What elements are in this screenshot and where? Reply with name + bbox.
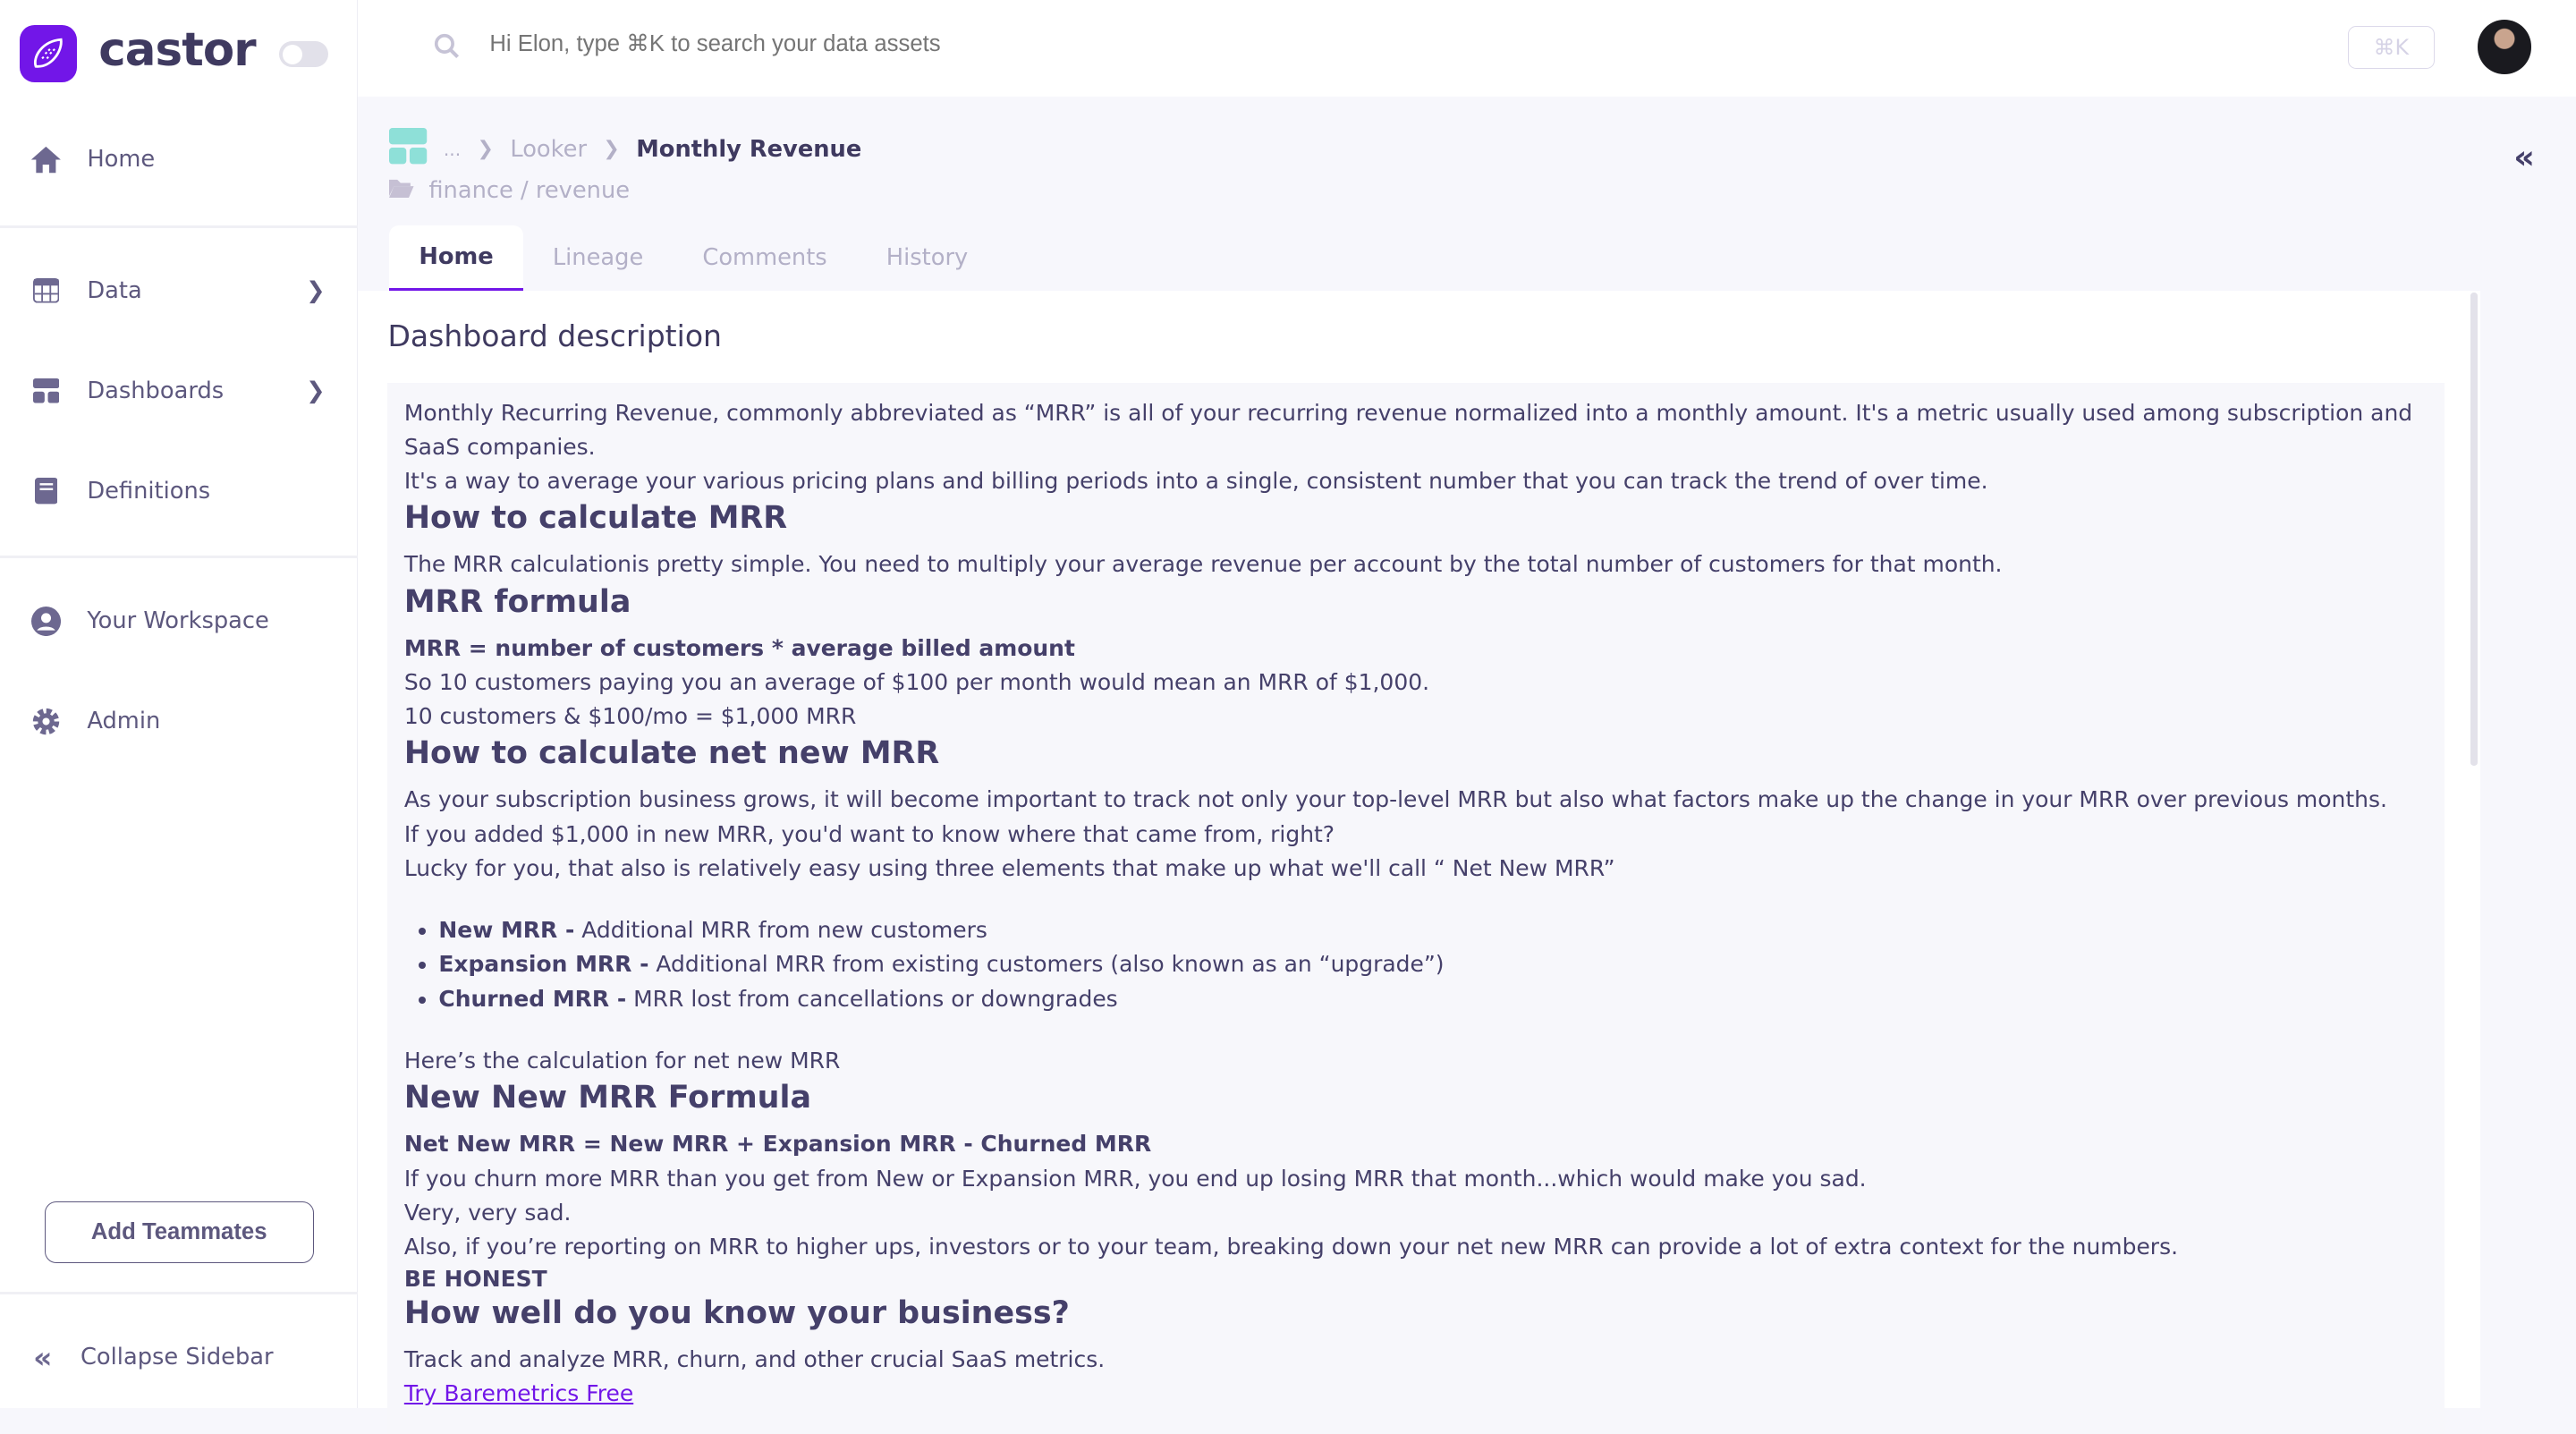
paragraph: Also, if you’re reporting on MRR to higher ups, investors or to your team, breaking down your net new MRR can provide a lot of extra context for the numbers. xyxy=(403,1233,2179,1260)
sidebar-item-label: Your Workspace xyxy=(87,607,269,635)
paragraph: Here’s the calculation for net new MRR xyxy=(403,1048,841,1073)
sidebar-item-label: Data xyxy=(87,277,142,305)
looker-dashboard-icon xyxy=(389,128,427,170)
search-icon xyxy=(434,33,460,65)
collapse-sidebar-button[interactable] xyxy=(0,1324,358,1389)
table-icon xyxy=(30,276,63,306)
tab-comments[interactable]: Comments xyxy=(702,244,827,272)
sidebar-item-label: Definitions xyxy=(87,478,211,505)
paragraph: Very, very sad. xyxy=(403,1199,572,1226)
paragraph: The MRR calculationis pretty simple. You need to multiply your average revenue per account by the total number of customers for that month. xyxy=(403,551,2003,578)
dashboard-icon xyxy=(30,377,63,406)
topbar xyxy=(358,0,2576,97)
paragraph: If you added $1,000 in new MRR, you'd want to know where that came from, right? xyxy=(403,820,1335,847)
sidebar-item-label: Admin xyxy=(87,708,161,735)
sidebar-item-data[interactable] xyxy=(0,258,358,323)
theme-toggle[interactable] xyxy=(279,41,328,67)
home-icon xyxy=(30,145,63,174)
list-item: • New MRR - Additional MRR from new customers xyxy=(438,913,2428,947)
dashboard-description xyxy=(387,383,2445,1434)
breadcrumb-looker[interactable]: Looker xyxy=(510,135,588,163)
breadcrumb xyxy=(389,128,861,170)
folder-path-text[interactable]: finance / revenue xyxy=(428,177,631,205)
chevron-right-icon: ❯ xyxy=(306,378,326,405)
folder-icon xyxy=(389,177,414,204)
paragraph: As your subscription business grows, it will become important to track not only your top-level MRR but also what factors make up the change in your MRR over previous months. xyxy=(403,786,2387,813)
search-input[interactable] xyxy=(487,30,1308,59)
divider xyxy=(0,225,358,229)
paragraph: It's a way to average your various pricing plans and billing periods into a single, consistent number that you can track the trend of over time. xyxy=(403,468,1988,495)
avatar[interactable] xyxy=(2478,20,2532,74)
divider xyxy=(0,556,358,559)
collapse-sidebar-label: Collapse Sidebar xyxy=(80,1344,274,1371)
scrollbar[interactable] xyxy=(2470,293,2477,766)
sidebar-item-home[interactable] xyxy=(0,126,358,191)
chevrons-left-icon: « xyxy=(33,1339,53,1375)
sidebar-item-your-workspace[interactable] xyxy=(0,589,358,654)
list-item: • Expansion MRR - Additional MRR from existing customers (also known as an “upgrade”) xyxy=(438,947,2428,981)
heading: MRR formula xyxy=(403,583,631,620)
tab-lineage[interactable]: Lineage xyxy=(552,244,644,272)
heading: How to calculate MRR xyxy=(403,500,788,537)
sidebar-item-label: Dashboards xyxy=(87,378,225,405)
tab-home[interactable]: Home xyxy=(389,225,522,291)
heading: How to calculate net new MRR xyxy=(403,735,940,772)
page-title: Dashboard description xyxy=(387,318,722,354)
brand-name: castor xyxy=(98,22,256,77)
paragraph: If you churn more MRR than you get from New or Expansion MRR, you end up losing MRR that month...which would make you sad. xyxy=(403,1165,1867,1192)
tabs xyxy=(389,225,997,291)
breadcrumb-ellipsis[interactable]: ... xyxy=(443,138,462,160)
sidebar-item-dashboards[interactable] xyxy=(0,358,358,423)
divider xyxy=(0,1292,358,1295)
gear-icon xyxy=(30,707,63,736)
user-circle-icon xyxy=(30,607,63,636)
formula: MRR = number of customers * average billed amount xyxy=(403,634,1075,661)
folder-path xyxy=(389,177,630,204)
list-item: • Churned MRR - MRR lost from cancellations or downgrades xyxy=(438,982,2428,1016)
sidebar-item-definitions[interactable] xyxy=(0,458,358,523)
label: BE HONEST xyxy=(403,1266,547,1293)
castor-logo-icon[interactable] xyxy=(20,25,77,82)
heading: New New MRR Formula xyxy=(403,1080,811,1116)
breadcrumb-current: Monthly Revenue xyxy=(636,135,862,163)
chevron-right-icon: ❯ xyxy=(306,277,326,305)
chevron-right-icon: ❯ xyxy=(603,138,620,161)
sidebar xyxy=(0,0,358,1408)
bullet-list xyxy=(404,913,2428,1016)
add-teammates-button[interactable]: Add Teammates xyxy=(45,1201,314,1264)
book-icon xyxy=(30,477,63,506)
paragraph: So 10 customers paying you an average of $100 per month would mean an MRR of $1,000. xyxy=(403,668,1430,695)
try-baremetrics-link[interactable]: Try Baremetrics Free xyxy=(403,1380,634,1407)
paragraph: Lucky for you, that also is relatively easy using three elements that make up what we'll call “ Net New MRR” xyxy=(403,854,1615,881)
shortcut-badge: ⌘K xyxy=(2348,26,2435,69)
heading: How well do you know your business? xyxy=(403,1295,1070,1332)
collapse-panel-icon[interactable]: « xyxy=(2513,138,2535,177)
sidebar-item-label: Home xyxy=(87,146,156,174)
formula: Net New MRR = New MRR + Expansion MRR - Churned MRR xyxy=(403,1131,1152,1158)
tab-history[interactable]: History xyxy=(886,244,969,272)
paragraph: 10 customers & $100/mo = $1,000 MRR xyxy=(403,703,857,730)
chevron-right-icon: ❯ xyxy=(477,138,494,161)
sidebar-item-admin[interactable] xyxy=(0,689,358,754)
paragraph: Track and analyze MRR, churn, and other crucial SaaS metrics. xyxy=(403,1346,1106,1373)
paragraph: Monthly Recurring Revenue, commonly abbreviated as “MRR” is all of your recurring revenue normalized into a monthly amount. It's a metric usually used among subscription and SaaS companies. xyxy=(403,399,2413,460)
